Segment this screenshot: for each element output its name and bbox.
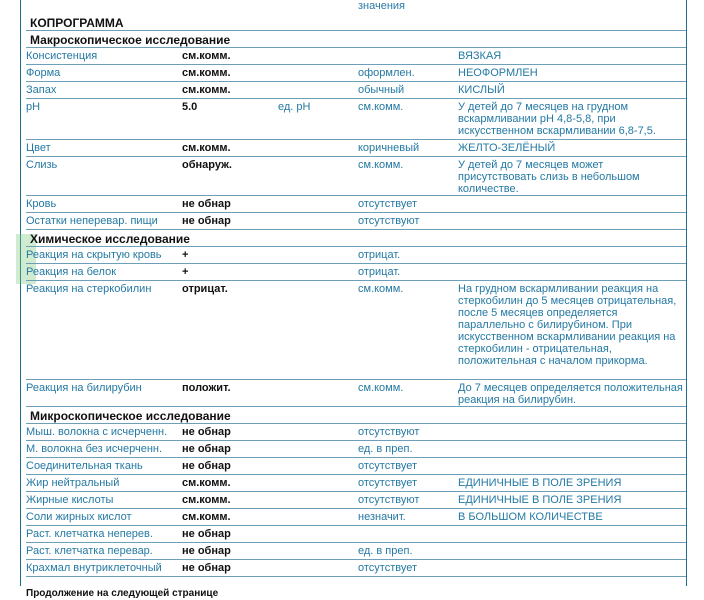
row-ref: ЖЕЛТО-ЗЕЛЁНЫЙ <box>458 142 556 154</box>
row-name: Цвет <box>26 142 51 154</box>
row-name: Реакция на стеркобилин <box>26 283 152 295</box>
row-name: М. волокна без исчерченн. <box>26 443 163 455</box>
table-row <box>26 475 686 492</box>
table-row <box>26 65 686 82</box>
row-ref: До 7 месяцев определяется положительная реакция на билирубин. <box>458 382 683 406</box>
table-row <box>26 157 686 196</box>
row-value: см.комм. <box>182 511 231 523</box>
table-row <box>26 140 686 157</box>
row-norm: см.комм. <box>358 283 404 295</box>
section-title-microscopic: Микроскопическое исследование <box>30 409 231 423</box>
table-row <box>26 560 686 577</box>
row-ref: ВЯЗКАЯ <box>458 50 502 62</box>
row-name: pH <box>26 101 41 113</box>
row-norm: коричневый <box>358 142 420 154</box>
table-row <box>26 281 686 380</box>
header-values-note: значения <box>358 0 406 12</box>
row-value: не обнар <box>182 215 231 227</box>
row-norm: отсутствует <box>358 460 418 472</box>
row-value: не обнар <box>182 545 231 557</box>
row-ref: НЕОФОРМЛЕН <box>458 67 538 79</box>
row-norm: см.комм. <box>358 101 404 113</box>
row-norm: отрицат. <box>358 249 401 261</box>
table-row <box>26 458 686 475</box>
row-ref: На грудном вскармливании реакция на стеркобилин до 5 месяцев отрицательная, после 5 месяцев определяется параллельно с билирубином. При искусственном вскармливании реакция на стеркобилин - отрицательная, положительная с началом прикорма. <box>458 283 677 367</box>
continued-footer: Продолжение на следующей странице <box>26 588 219 599</box>
row-name: Раст. клетчатка неперев. <box>26 528 153 540</box>
row-value: положит. <box>182 382 231 394</box>
row-norm: отсутствует <box>358 198 418 210</box>
row-ref: ЕДИНИЧНЫЕ В ПОЛЕ ЗРЕНИЯ <box>458 477 622 489</box>
row-name: Реакция на билирубин <box>26 382 142 394</box>
row-ref: У детей до 7 месяцев может присутствовать слизь в небольшом количестве. <box>458 159 640 195</box>
table-row <box>26 264 686 281</box>
row-name: Кровь <box>26 198 57 210</box>
table-row <box>26 247 686 264</box>
row-ref: У детей до 7 месяцев на грудном вскармливании pH 4,8-5,8, при искусственном вскармливании 6,8-7,5. <box>458 101 656 137</box>
table-row <box>26 48 686 65</box>
row-value: + <box>182 249 189 261</box>
row-name: Остатки неперевар. пищи <box>26 215 158 227</box>
row-value: не обнар <box>182 198 231 210</box>
row-norm: оформлен. <box>358 67 415 79</box>
row-value: не обнар <box>182 443 231 455</box>
section-chemical <box>26 230 686 247</box>
row-value: обнаруж. <box>182 159 232 171</box>
row-value: см.комм. <box>182 50 231 62</box>
row-name: Запах <box>26 84 57 96</box>
row-value: + <box>182 266 189 278</box>
row-value: отрицат. <box>182 283 228 295</box>
section-title-macroscopic: Макроскопическое исследование <box>30 33 231 47</box>
row-name: Форма <box>26 67 61 79</box>
row-ref: ЕДИНИЧНЫЕ В ПОЛЕ ЗРЕНИЯ <box>458 494 622 506</box>
row-value: см.комм. <box>182 477 231 489</box>
table-row <box>26 424 686 441</box>
table-row <box>26 509 686 526</box>
table-row <box>26 526 686 543</box>
row-norm: отсутствуют <box>358 215 420 227</box>
row-name: Реакция на белок <box>26 266 117 278</box>
row-value: не обнар <box>182 426 231 438</box>
row-value: не обнар <box>182 528 231 540</box>
row-name: Соединительная ткань <box>26 460 143 472</box>
row-name: Жирные кислоты <box>26 494 114 506</box>
row-norm: незначит. <box>358 511 406 523</box>
row-norm: см.комм. <box>358 382 404 394</box>
row-value: см.комм. <box>182 84 231 96</box>
table-left-border <box>20 0 21 586</box>
row-value: см.комм. <box>182 142 231 154</box>
table-row <box>26 380 686 407</box>
row-name: Реакция на скрытую кровь <box>26 249 162 261</box>
row-name: Жир нейтральный <box>26 477 120 489</box>
row-value: не обнар <box>182 562 231 574</box>
table-row <box>26 196 686 213</box>
table-row <box>26 492 686 509</box>
row-name: Слизь <box>26 159 58 171</box>
section-microscopic <box>26 407 686 424</box>
row-ref: КИСЛЫЙ <box>458 84 505 96</box>
row-ref: В БОЛЬШОМ КОЛИЧЕСТВЕ <box>458 511 603 523</box>
row-value: см.комм. <box>182 67 231 79</box>
row-norm: ед. в преп. <box>358 545 413 557</box>
table-row <box>26 213 686 230</box>
row-norm: отсутствует <box>358 477 418 489</box>
row-norm: отсутствуют <box>358 494 420 506</box>
row-norm: отсутствует <box>358 562 418 574</box>
row-norm: отсутствуют <box>358 426 420 438</box>
row-name: Мыш. волокна с исчерченн. <box>26 426 168 438</box>
row-name: Крахмал внутриклеточный <box>26 562 162 574</box>
section-coprogram <box>26 14 686 31</box>
row-name: Консистенция <box>26 50 98 62</box>
row-unit: ед. pH <box>278 101 311 113</box>
table-row <box>26 82 686 99</box>
row-name: Соли жирных кислот <box>26 511 132 523</box>
row-value: см.комм. <box>182 494 231 506</box>
row-value: не обнар <box>182 460 231 472</box>
row-value: 5.0 <box>182 101 198 113</box>
row-norm: обычный <box>358 84 405 96</box>
table-row <box>26 543 686 560</box>
row-name: Раст. клетчатка перевар. <box>26 545 153 557</box>
row-norm: отрицат. <box>358 266 401 278</box>
row-norm: ед. в преп. <box>358 443 413 455</box>
table-row <box>26 99 686 140</box>
section-macroscopic <box>26 31 686 48</box>
section-title-chemical: Химическое исследование <box>30 232 190 246</box>
row-norm: см.комм. <box>358 159 404 171</box>
section-title-coprogram: КОПРОГРАММА <box>30 16 124 30</box>
table-row <box>26 441 686 458</box>
table-right-border <box>686 0 687 586</box>
